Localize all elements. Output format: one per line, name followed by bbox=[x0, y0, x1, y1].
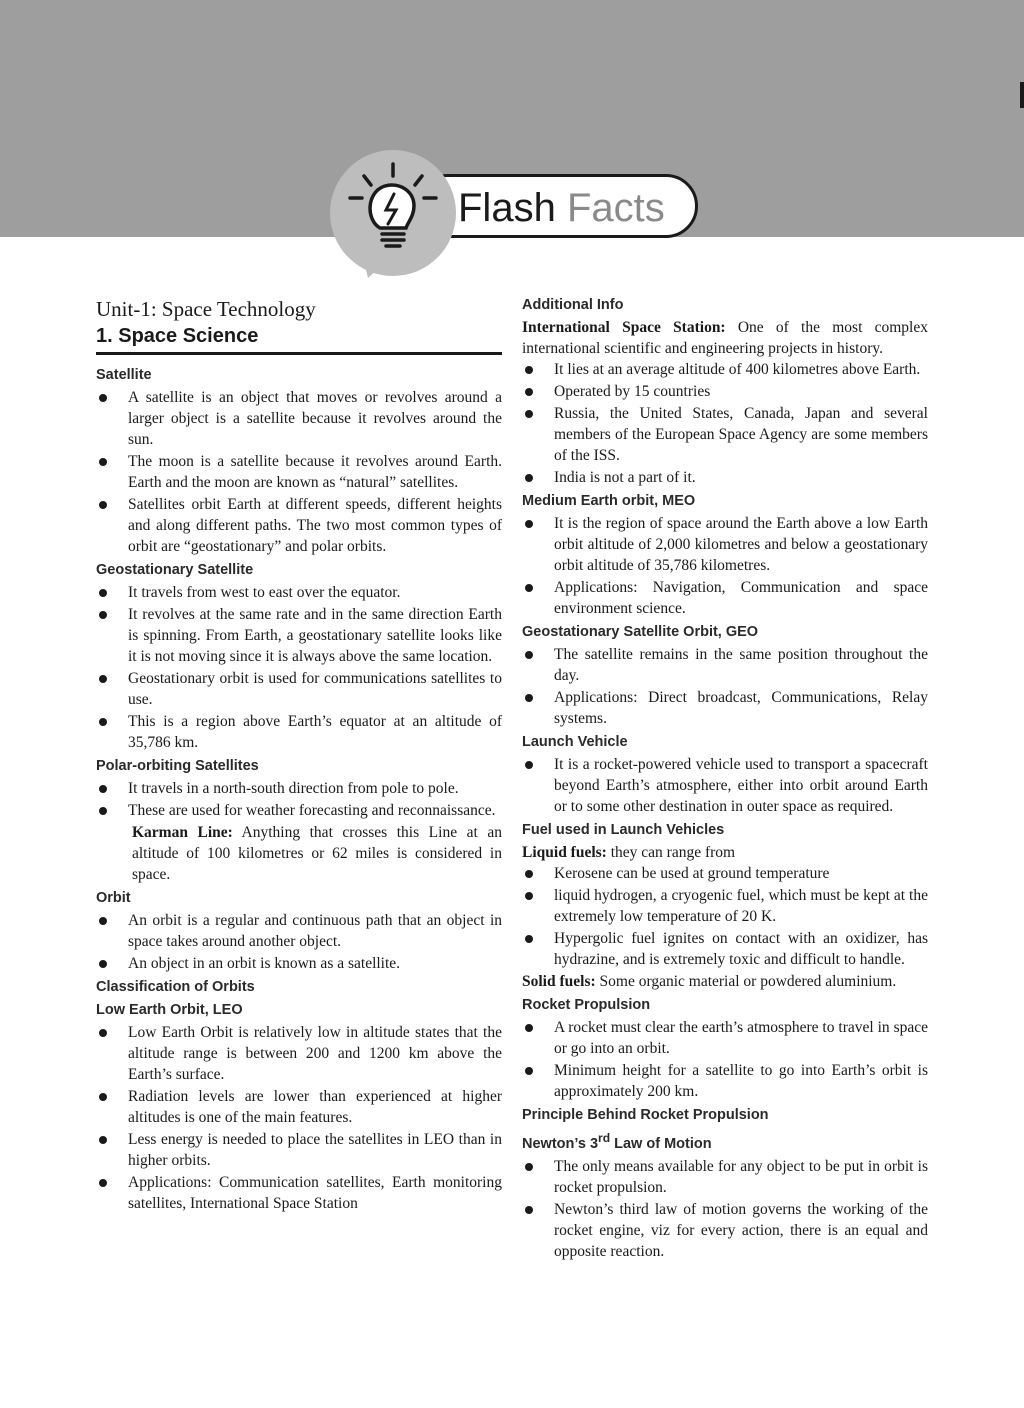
list-item: Minimum height for a satellite to go into Earth’s orbit is approximately 200 km. bbox=[522, 1060, 928, 1102]
list-item: A rocket must clear the earth’s atmosphere to travel in space or go into an orbit. bbox=[522, 1017, 928, 1059]
section-heading-fuel: Fuel used in Launch Vehicles bbox=[522, 822, 725, 838]
section-heading-newton bbox=[522, 1128, 928, 1154]
list-item: Satellites orbit Earth at different speeds, different heights and along different paths. The two most common types of orbit are “geostationary” and polar orbits. bbox=[96, 494, 502, 557]
list-item: Low Earth Orbit is relatively low in altitude states that the altitude range is between 200 and 1200 km above the Earth’s surface. bbox=[96, 1022, 502, 1085]
section-heading-leo: Low Earth Orbit, LEO bbox=[96, 1002, 243, 1018]
liquid-fuels-label: Liquid fuels: bbox=[522, 844, 607, 861]
list-item: The satellite remains in the same position throughout the day. bbox=[522, 644, 928, 686]
meo-list bbox=[522, 513, 928, 619]
liquid-fuels-text: they can range from bbox=[606, 844, 736, 861]
list-item: A satellite is an object that moves or revolves around a larger object is a satellite because it revolves around the sun. bbox=[96, 387, 502, 450]
karman-line-note bbox=[96, 822, 502, 885]
section-heading-meo: Medium Earth orbit, MEO bbox=[522, 493, 696, 509]
karman-text: Anything that crosses this Line at an altitude of 100 kilometres or 62 miles is considered in space. bbox=[132, 824, 502, 883]
list-item: The moon is a satellite because it revolves around Earth. Earth and the moon are known as “natural” satellites. bbox=[96, 451, 502, 493]
list-item: It is the region of space around the Earth above a low Earth orbit altitude of 2,000 kilometres and below a geostationary orbit altitude of 35,786 kilometres. bbox=[522, 513, 928, 576]
list-item: Hypergolic fuel ignites on contact with an oxidizer, has hydrazine, and is extremely toxic and difficult to handle. bbox=[522, 928, 928, 970]
list-item: Russia, the United States, Canada, Japan and several members of the European Space Agency are some members of the ISS. bbox=[522, 403, 928, 466]
solid-fuels-note bbox=[522, 971, 928, 992]
list-item: This is a region above Earth’s equator at an altitude of 35,786 km. bbox=[96, 711, 502, 753]
geo-list bbox=[522, 644, 928, 729]
page-title bbox=[458, 184, 665, 232]
unit-title: Unit-1: Space Technology bbox=[96, 297, 316, 321]
solid-fuels-text: Some organic material or powdered aluminium. bbox=[595, 973, 897, 990]
newton-heading-post: Law of Motion bbox=[610, 1135, 712, 1152]
list-item: An orbit is a regular and continuous path that an object in space takes around another object. bbox=[96, 910, 502, 952]
list-item: It travels from west to east over the equator. bbox=[96, 582, 502, 603]
list-item: Applications: Communication satellites, Earth monitoring satellites, International Space Station bbox=[96, 1172, 502, 1214]
list-item: Operated by 15 countries bbox=[522, 381, 928, 402]
iss-list bbox=[522, 359, 928, 488]
iss-text: One of the most complex international scientific and engineering projects in history. bbox=[522, 319, 928, 357]
newton-heading-pre: Newton’s 3 bbox=[522, 1135, 599, 1152]
list-item: The only means available for any object to be put in orbit is rocket propulsion. bbox=[522, 1156, 928, 1198]
chapter-title: 1. Space Science bbox=[96, 323, 502, 355]
list-item: India is not a part of it. bbox=[522, 467, 928, 488]
list-item: Applications: Navigation, Communication and space environment science. bbox=[522, 577, 928, 619]
title-word-facts: Facts bbox=[566, 186, 665, 230]
polar-list bbox=[96, 778, 502, 821]
list-item: It travels in a north-south direction from pole to pole. bbox=[96, 778, 502, 799]
section-heading-principle: Principle Behind Rocket Propulsion bbox=[522, 1107, 769, 1123]
banner-edge-mark bbox=[1020, 82, 1024, 108]
list-item: These are used for weather forecasting and reconnaissance. bbox=[96, 800, 502, 821]
section-heading-launch-vehicle: Launch Vehicle bbox=[522, 734, 628, 750]
solid-fuels-label: Solid fuels: bbox=[522, 973, 596, 990]
list-item: It revolves at the same rate and in the same direction Earth is spinning. From Earth, a geostationary satellite looks like it is not moving since it is always above the same location. bbox=[96, 604, 502, 667]
iss-intro bbox=[522, 317, 928, 359]
list-item: It is a rocket-powered vehicle used to transport a spacecraft beyond Earth’s atmosphere, either into orbit around Earth or to some other destination in outer space as required. bbox=[522, 754, 928, 817]
propulsion-list bbox=[522, 1017, 928, 1102]
section-heading-polar: Polar-orbiting Satellites bbox=[96, 758, 259, 774]
satellite-list bbox=[96, 387, 502, 557]
orbit-list bbox=[96, 910, 502, 974]
lightbulb-icon bbox=[330, 150, 470, 290]
list-item: Geostationary orbit is used for communications satellites to use. bbox=[96, 668, 502, 710]
newton-heading-sup: rd bbox=[598, 1131, 611, 1145]
list-item: Kerosene can be used at ground temperature bbox=[522, 863, 928, 884]
leo-list bbox=[96, 1022, 502, 1214]
list-item: liquid hydrogen, a cryogenic fuel, which must be kept at the extremely low temperature of 20 K. bbox=[522, 885, 928, 927]
karman-label: Karman Line: bbox=[132, 824, 233, 841]
section-heading-orbit: Orbit bbox=[96, 890, 131, 906]
list-item: Newton’s third law of motion governs the working of the rocket engine, viz for every action, there is an equal and opposite reaction. bbox=[522, 1199, 928, 1262]
section-heading-geo: Geostationary Satellite Orbit, GEO bbox=[522, 624, 759, 640]
section-heading-classification: Classification of Orbits bbox=[96, 979, 255, 995]
section-heading-rocket-propulsion: Rocket Propulsion bbox=[522, 997, 651, 1013]
liquid-fuels-intro bbox=[522, 842, 928, 863]
list-item: Radiation levels are lower than experienced at higher altitudes is one of the main features. bbox=[96, 1086, 502, 1128]
left-column bbox=[96, 295, 502, 1215]
list-item: An object in an orbit is known as a satellite. bbox=[96, 953, 502, 974]
section-heading-geostationary: Geostationary Satellite bbox=[96, 562, 254, 578]
list-item: It lies at an average altitude of 400 kilometres above Earth. bbox=[522, 359, 928, 380]
iss-label: International Space Station: bbox=[522, 319, 726, 336]
section-heading-satellite: Satellite bbox=[96, 367, 152, 383]
right-column bbox=[522, 295, 928, 1263]
section-heading-additional-info: Additional Info bbox=[522, 297, 624, 313]
list-item: Less energy is needed to place the satellites in LEO than in higher orbits. bbox=[96, 1129, 502, 1171]
launch-list bbox=[522, 754, 928, 817]
flash-facts-badge bbox=[330, 150, 720, 290]
newton-list bbox=[522, 1156, 928, 1262]
fuel-list bbox=[522, 863, 928, 970]
geostationary-list bbox=[96, 582, 502, 753]
list-item: Applications: Direct broadcast, Communications, Relay systems. bbox=[522, 687, 928, 729]
title-word-flash: Flash bbox=[458, 186, 556, 230]
